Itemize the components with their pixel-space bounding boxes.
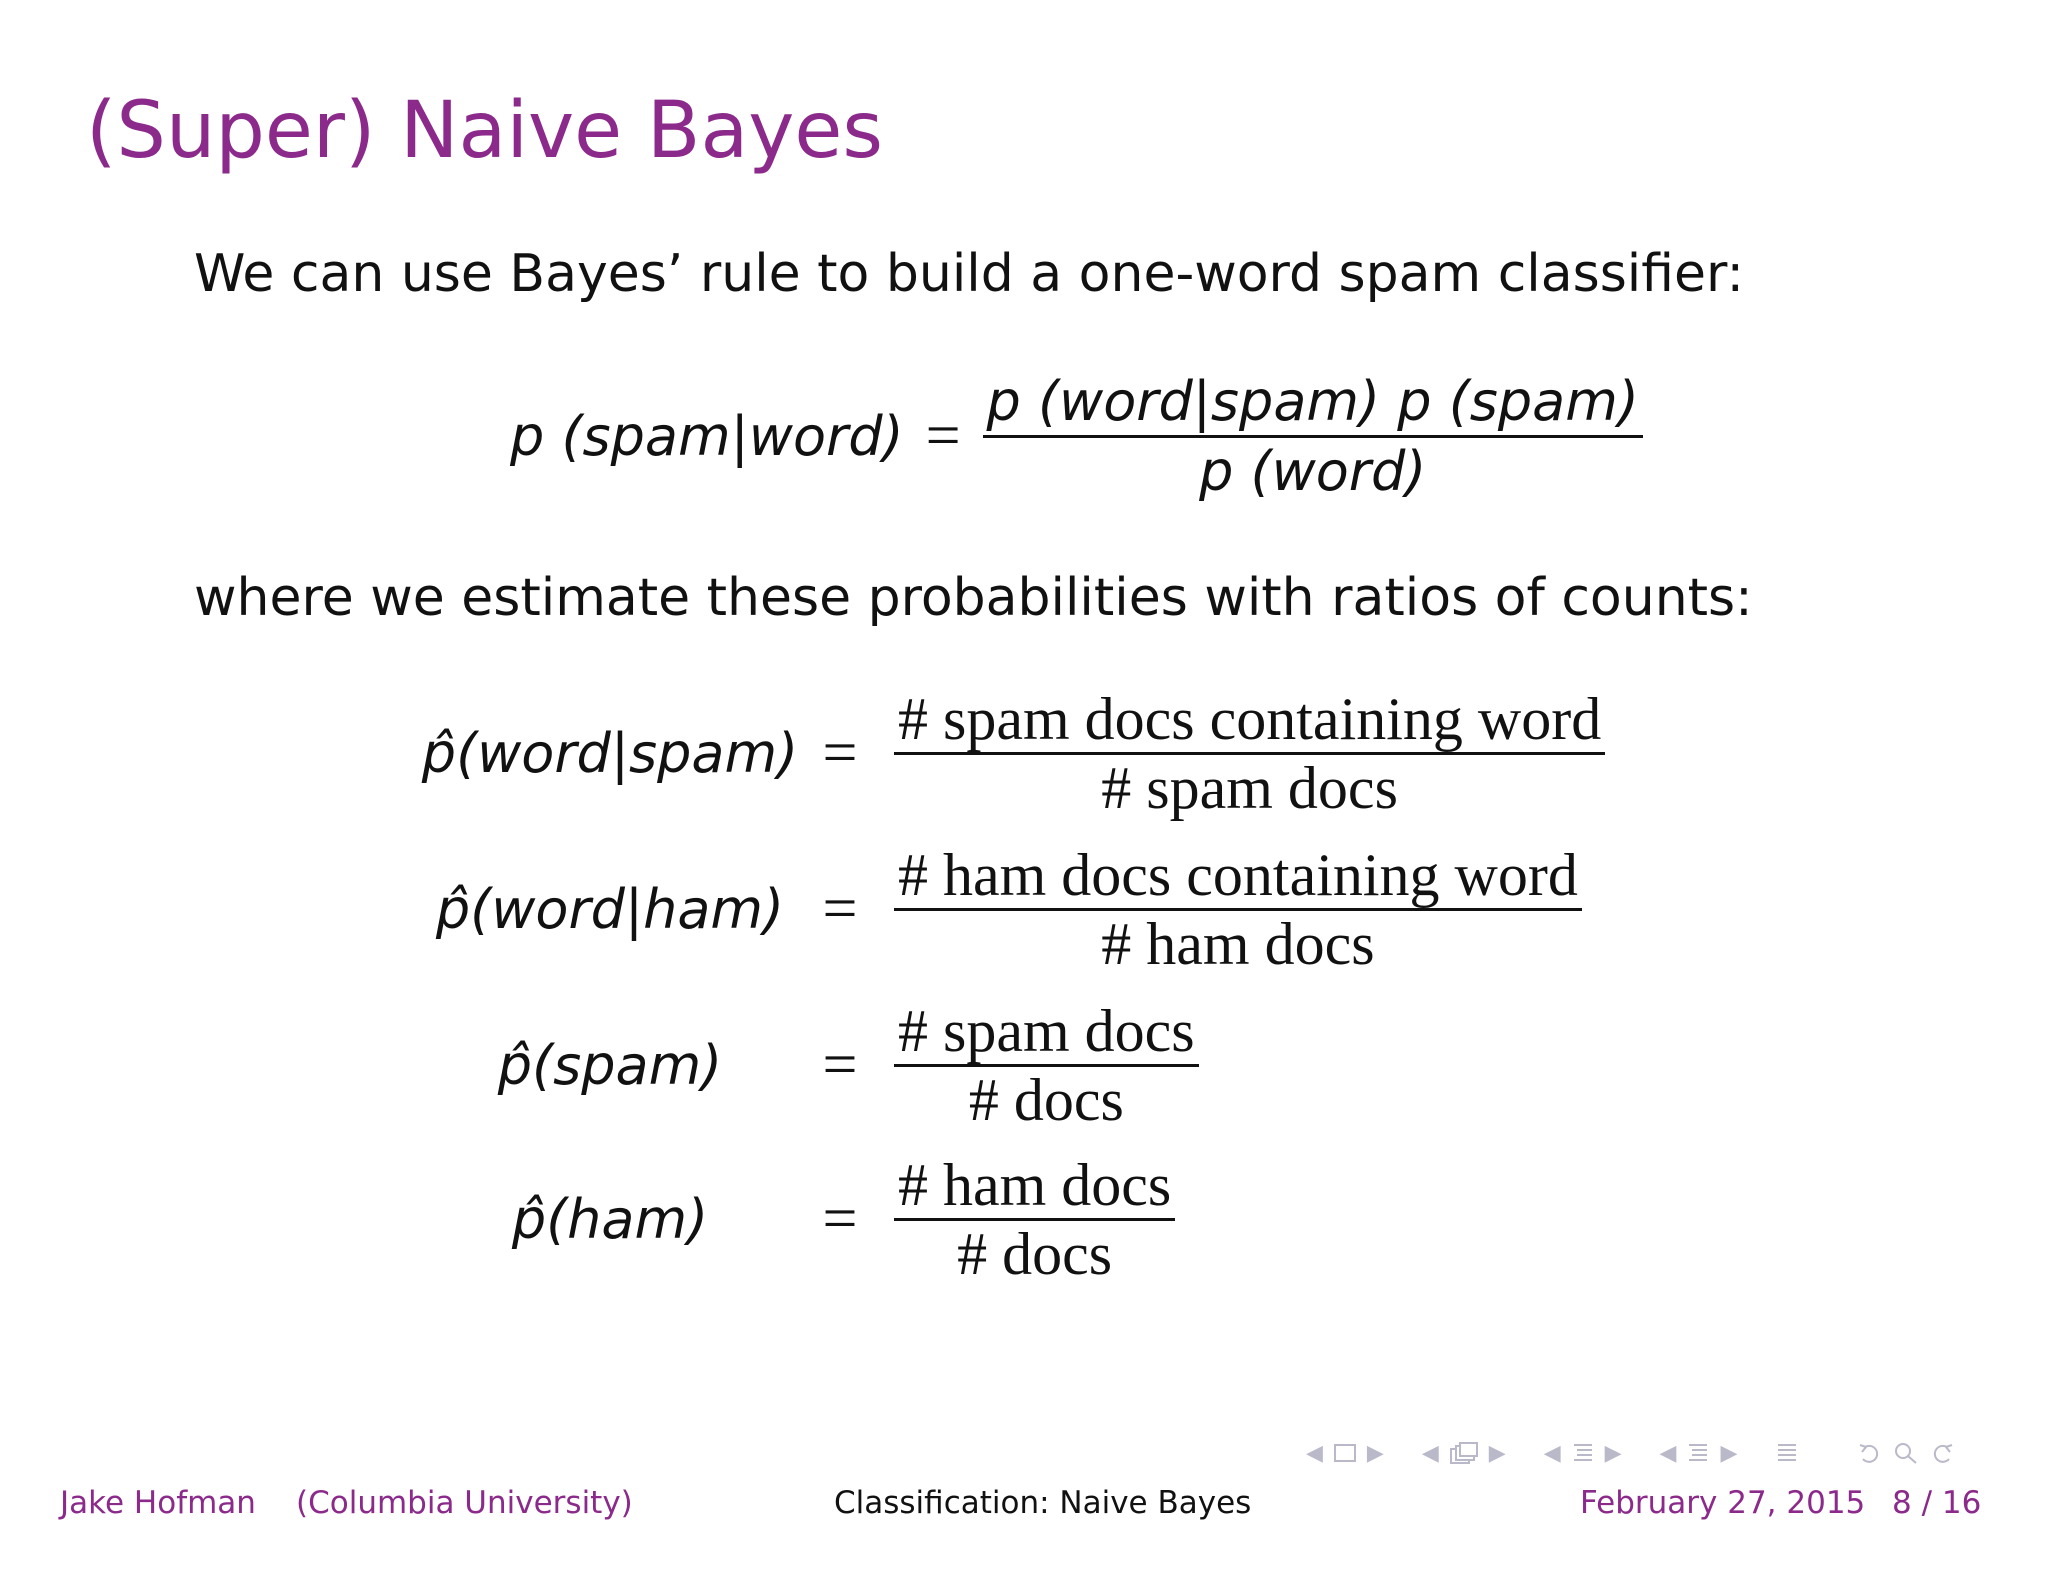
stacked-frames-icon[interactable] [1449, 1441, 1479, 1465]
estimate-text: where we estimate these probabilities with ratios of counts: [194, 568, 1753, 628]
nav-next-icon[interactable]: ▶ [1604, 1440, 1622, 1466]
bayes-denominator: p (word) [1199, 440, 1427, 504]
nav-next-icon[interactable]: ▶ [1488, 1440, 1506, 1466]
estimator-fraction [894, 686, 1605, 821]
equals-sign: = [822, 875, 858, 943]
undo-icon[interactable] [1857, 1441, 1883, 1465]
beamer-navigation [1306, 1436, 1965, 1470]
footer-author: Jake Hofman [60, 1485, 256, 1521]
estimator-denominator: # spam docs [1101, 755, 1398, 821]
nav-prev-icon[interactable]: ◀ [1421, 1440, 1439, 1466]
estimator-lhs: p̂(spam) [497, 1034, 723, 1097]
footer-page-number: 8 / 16 [1892, 1485, 1982, 1521]
estimator-lhs: p̂(word|spam) [421, 722, 799, 785]
estimator-denominator: # ham docs [1101, 911, 1375, 977]
nav-prev-icon[interactable]: ◀ [1659, 1440, 1677, 1466]
estimator-numerator: # ham docs [898, 1152, 1172, 1218]
nav-prev-icon[interactable]: ◀ [1543, 1440, 1561, 1466]
estimator-row [420, 842, 1582, 977]
estimator-row [420, 1152, 1175, 1287]
bayes-lhs: p (spam|word) [510, 405, 904, 469]
section-list-icon[interactable] [1686, 1441, 1710, 1465]
equals-sign: = [822, 1185, 858, 1253]
estimator-fraction [894, 1152, 1175, 1287]
estimator-lhs: p̂(word|ham) [435, 878, 785, 941]
nav-next-icon[interactable]: ▶ [1366, 1440, 1384, 1466]
nav-subsection-group [1422, 1441, 1516, 1466]
equals-sign: = [822, 719, 858, 787]
bayes-fraction [983, 368, 1643, 506]
estimator-numerator: # spam docs [898, 998, 1195, 1064]
estimator-row [420, 998, 1199, 1133]
bayes-formula [510, 368, 1643, 506]
estimator-denominator: # docs [957, 1221, 1113, 1287]
estimator-numerator: # spam docs containing word [898, 686, 1602, 752]
redo-icon[interactable] [1929, 1441, 1955, 1465]
estimator-fraction [894, 998, 1199, 1133]
intro-text: We can use Bayes’ rule to build a one-word spam classifier: [194, 244, 1744, 304]
nav-next-icon[interactable]: ▶ [1720, 1440, 1738, 1466]
nav-search-group [1857, 1441, 1965, 1465]
slide-title: (Super) Naive Bayes [86, 86, 884, 176]
equals-sign: = [925, 402, 961, 471]
equals-sign: = [822, 1031, 858, 1099]
nav-frame-group [1306, 1441, 1394, 1466]
frame-icon[interactable] [1333, 1443, 1357, 1463]
estimator-row [420, 686, 1605, 821]
nav-document-group [1775, 1441, 1809, 1465]
search-icon[interactable] [1893, 1441, 1919, 1465]
nav-section-group-2 [1660, 1441, 1748, 1466]
document-list-icon[interactable] [1775, 1441, 1799, 1465]
estimator-denominator: # docs [968, 1067, 1124, 1133]
nav-prev-icon[interactable]: ◀ [1306, 1440, 1323, 1466]
estimator-lhs: p̂(ham) [511, 1188, 709, 1251]
section-list-icon[interactable] [1571, 1441, 1595, 1465]
footer-title: Classification: Naive Bayes [834, 1485, 1252, 1521]
nav-section-group [1544, 1441, 1632, 1466]
bayes-numerator: p (word|spam) p (spam) [986, 370, 1639, 433]
estimator-fraction [894, 842, 1582, 977]
footer-institution: (Columbia University) [296, 1485, 633, 1521]
estimator-numerator: # ham docs containing word [898, 842, 1578, 908]
footer-date: February 27, 2015 [1580, 1485, 1866, 1521]
